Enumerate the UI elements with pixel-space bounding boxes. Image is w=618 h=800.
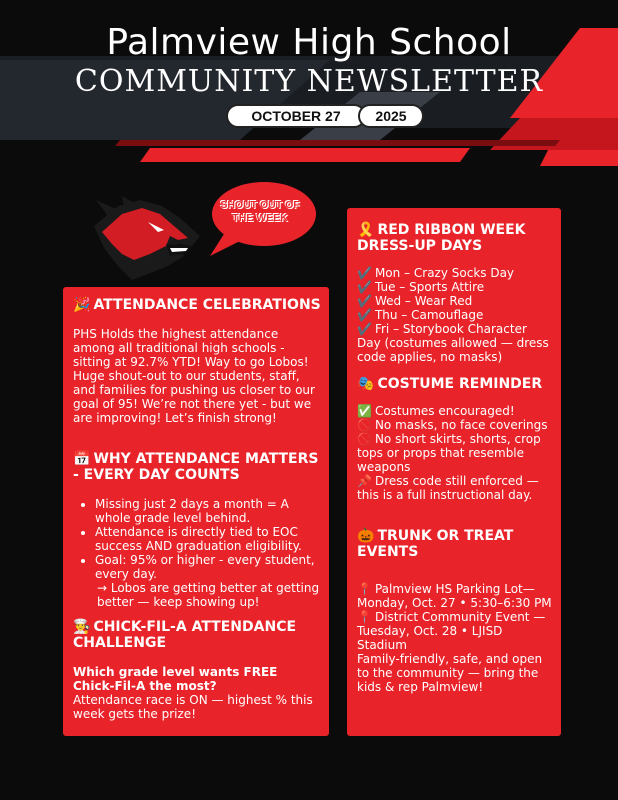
dress-up-days-list: [357, 266, 553, 364]
location-pin-icon: 📍: [357, 610, 372, 624]
list-item: 🚫 No masks, no face coverings: [357, 418, 548, 432]
shout-out-label: SHOUT OUT OF THE WEEK: [220, 199, 300, 224]
check-mark-icon: ✅: [357, 404, 372, 418]
list-item: ✅ Costumes encouraged!: [357, 404, 515, 418]
ribbon-icon: 🎗️: [357, 222, 375, 238]
why-attendance-list: [73, 497, 321, 581]
check-icon: ✔️: [357, 266, 372, 280]
right-panel: [347, 208, 561, 736]
newsletter-title: Palmview High School: [106, 22, 512, 63]
trunk-or-treat-heading: TRUNK OR TREAT EVENTS: [357, 528, 514, 560]
costume-section: [357, 376, 553, 502]
why-attendance-note: → Lobos are getting better at getting better — keep showing up!: [97, 581, 320, 609]
list-item: ✔️ Wed – Wear Red: [357, 294, 473, 308]
trunk-or-treat-section: [357, 528, 553, 694]
chick-fil-a-body: Attendance race is ON — highest % this week gets the prize!: [73, 693, 313, 721]
pushpin-icon: 📌: [357, 474, 372, 488]
list-item: Family-friendly, safe, and open to the community — bring the kids & rep Palmview!: [357, 652, 543, 694]
list-item: ✔️ Thu – Camouflage: [357, 308, 484, 322]
list-item: • Missing just 2 days a month = A whole grade level behind.: [95, 497, 321, 525]
check-icon: ✔️: [357, 294, 372, 308]
left-panel: [63, 287, 329, 736]
pumpkin-icon: 🎃: [357, 528, 375, 544]
trunk-or-treat-list: [357, 582, 553, 694]
list-item: 🚫 No short skirts, shorts, crop tops or props that resemble weapons: [357, 432, 541, 474]
costume-list: [357, 404, 553, 502]
list-item: 📌 Dress code still enforced — this is a full instructional day.: [357, 474, 539, 502]
list-item: • Goal: 95% or higher - every student, every day.: [95, 553, 321, 581]
chick-fil-a-question: Which grade level wants FREE Chick-Fil-A the most?: [73, 665, 278, 693]
attendance-heading: ATTENDANCE CELEBRATIONS: [93, 297, 321, 313]
costume-heading: COSTUME REMINDER: [377, 376, 543, 392]
check-icon: ✔️: [357, 308, 372, 322]
list-item: 📍 Palmview HS Parking Lot— Monday, Oct. 27 • 5:30–6:30 PM: [357, 582, 552, 610]
why-attendance-section: [73, 451, 321, 609]
prohibited-icon: 🚫: [357, 432, 372, 446]
attendance-section: [73, 297, 321, 425]
list-item: 📍 District Community Event — Tuesday, Oct. 28 • LJISD Stadium: [357, 610, 546, 652]
list-item: ✔️ Mon – Crazy Socks Day: [357, 266, 515, 280]
date-month-day: OCTOBER 27: [226, 104, 366, 128]
chef-icon: 👨‍🍳: [73, 619, 91, 635]
location-pin-icon: 📍: [357, 582, 372, 596]
newsletter-subtitle: COMMUNITY NEWSLETTER: [74, 64, 544, 99]
theater-masks-icon: 🎭: [357, 376, 375, 392]
check-icon: ✔️: [357, 322, 372, 336]
chick-fil-a-section: [73, 619, 321, 721]
chick-fil-a-heading: CHICK-FIL-A ATTENDANCE CHALLENGE: [73, 619, 297, 651]
attendance-body: PHS Holds the highest attendance among all traditional high schools - sitting at 92.7% YTD! Way to go Lobos! Huge shout-out to our students, staff, and families for pushing us closer to our goal of 95! We’re not there yet - but we are improving! Let’s finish strong!: [73, 327, 315, 425]
list-item: • Attendance is directly tied to EOC success AND graduation eligibility.: [95, 525, 321, 553]
party-popper-icon: 🎉: [73, 297, 91, 313]
wolf-mascot-logo: [88, 196, 208, 282]
date-year: 2025: [358, 104, 424, 128]
list-item: ✔️ Tue – Sports Attire: [357, 280, 485, 294]
check-icon: ✔️: [357, 280, 372, 294]
why-attendance-heading: WHY ATTENDANCE MATTERS - EVERY DAY COUNTS: [73, 451, 319, 483]
list-item: ✔️ Fri – Storybook Character Day (costumes allowed — dress code applies, no masks): [357, 322, 549, 364]
calendar-icon: 📅: [73, 451, 91, 467]
red-ribbon-heading: RED RIBBON WEEK DRESS-UP DAYS: [357, 222, 526, 254]
prohibited-icon: 🚫: [357, 418, 372, 432]
red-ribbon-section: [357, 222, 553, 364]
